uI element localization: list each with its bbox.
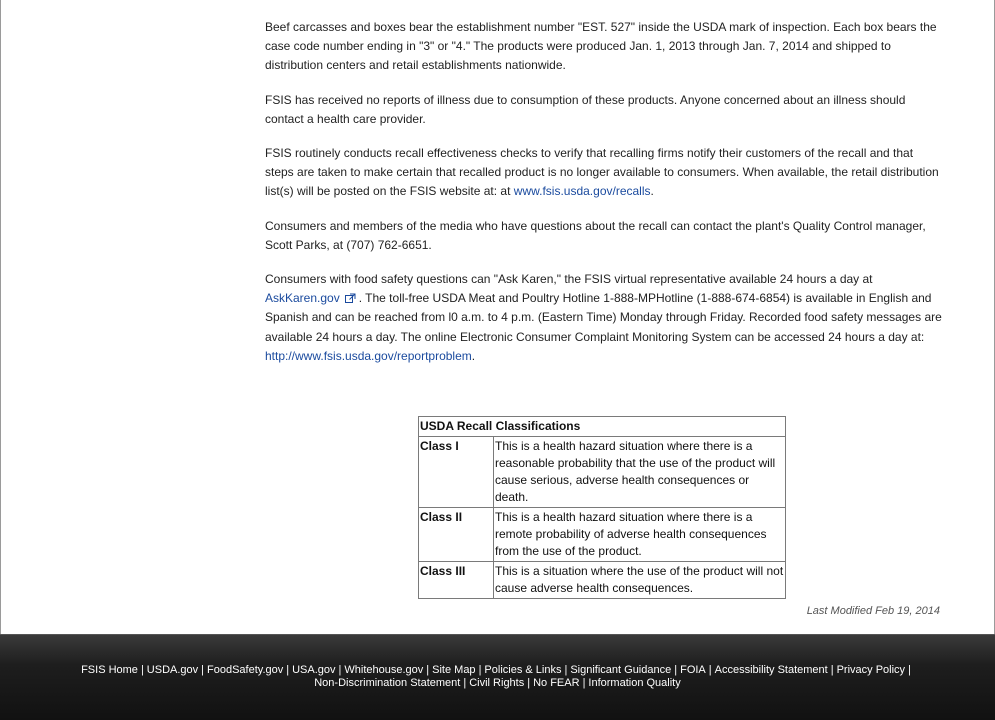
paragraph-text: . The toll-free USDA Meat and Poultry Hotline 1-888-MPHotline (1-888-674-6854) is available in English and Spanish and can be reached from l0 a.m. to 4 p.m. (Eastern Time) Monday through Friday. Recorded food safety messages are available 24 hours a day. The online Electronic Consumer Complaint Monitoring System can be accessed 24 hours a day at: (265, 291, 942, 344)
paragraph-text-end: . (471, 348, 476, 363)
table-row (419, 437, 786, 508)
table-row (419, 562, 786, 599)
footer-link-policies[interactable]: Policies & Links (484, 664, 562, 676)
external-link-icon (345, 293, 356, 303)
footer-link-guidance[interactable]: Significant Guidance (570, 664, 672, 676)
report-problem-link[interactable]: http://www.fsis.usda.gov/reportproblem (265, 348, 472, 363)
table-row (419, 508, 786, 562)
footer-link-accessibility[interactable]: Accessibility Statement (714, 664, 828, 676)
class-label: Class I (419, 437, 494, 508)
footer-link-usa-gov[interactable]: USA.gov (292, 664, 336, 676)
paragraph-effectiveness-checks (265, 144, 945, 202)
class-description: This is a health hazard situation where there is a reasonable probability that the use of the product will cause serious, adverse health consequences or death. (494, 437, 786, 508)
paragraph-text: FSIS routinely conducts recall effectiveness checks to verify that recalling firms notify their customers of the recall and that steps are taken to make certain that recalled product is no longer available to consumers. When available, the retail distribution list(s) will be posted on the FSIS website at: at (265, 146, 939, 199)
table-header: USDA Recall Classifications (419, 417, 786, 437)
paragraph-text-end: . (650, 184, 654, 199)
footer-separator: | (674, 664, 678, 676)
recall-classifications-table (418, 416, 786, 599)
footer-link-civil-rights[interactable]: Civil Rights (469, 676, 525, 689)
askkaren-link[interactable]: AskKaren.gov (265, 291, 340, 306)
class-label: Class II (419, 508, 494, 562)
class-description: This is a situation where the use of the product will not cause adverse health consequences. (494, 562, 786, 599)
footer-link-non-discrimination[interactable]: Non-Discrimination Statement (314, 676, 461, 689)
footer-separator: | (286, 664, 290, 676)
recalls-link[interactable]: www.fsis.usda.gov/recalls (513, 184, 651, 199)
site-footer (0, 634, 995, 720)
paragraph-ask-karen (265, 270, 945, 366)
paragraph-no-illness: FSIS has received no reports of illness due to consumption of these products. Anyone concerned about an illness should contact a health care provider. (265, 92, 906, 126)
footer-separator: | (338, 664, 342, 676)
footer-link-foodsafety[interactable]: FoodSafety.gov (207, 664, 284, 676)
footer-link-usda[interactable]: USDA.gov (146, 664, 199, 676)
footer-separator: | (564, 664, 568, 676)
paragraph-contact: Consumers and members of the media who have questions about the recall can contact the plant's Quality Control manager, Scott Parks, at (707) 762-6651. (265, 218, 926, 252)
footer-separator: | (908, 664, 911, 676)
paragraph-text: Consumers with food safety questions can "Ask Karen," the FSIS virtual representative available 24 hours a day at (265, 272, 873, 287)
footer-separator: | (463, 676, 467, 689)
footer-link-site-map[interactable]: Site Map (432, 664, 476, 676)
table-header-row (419, 417, 786, 437)
footer-links-line-2 (0, 677, 995, 690)
footer-separator: | (426, 664, 430, 676)
class-description: This is a health hazard situation where there is a remote probability of adverse health consequences from the use of the product. (494, 508, 786, 562)
footer-separator: | (708, 664, 712, 676)
class-label: Class III (419, 562, 494, 599)
footer-separator: | (140, 664, 144, 676)
footer-link-information-quality[interactable]: Information Quality (588, 676, 681, 689)
paragraph-product-marks: Beef carcasses and boxes bear the establishment number "EST. 527" inside the USDA mark of inspection. Each box bears the case code number ending in "3" or "4." The products were produced Jan. 1, 2013 through Jan. 7, 2014 and shipped to distribution centers and retail establishments nationwide. (265, 20, 937, 73)
page-border-left (0, 0, 1, 634)
footer-link-whitehouse[interactable]: Whitehouse.gov (344, 664, 424, 676)
footer-link-foia[interactable]: FOIA (680, 664, 706, 676)
footer-separator: | (201, 664, 205, 676)
footer-link-no-fear[interactable]: No FEAR (533, 676, 580, 689)
footer-separator: | (830, 664, 834, 676)
footer-separator: | (582, 676, 586, 689)
footer-link-fsis-home[interactable]: FSIS Home (81, 664, 138, 676)
footer-links (0, 664, 995, 689)
footer-links-line-1 (0, 664, 995, 677)
last-modified-date: Last Modified Feb 19, 2014 (806, 605, 940, 617)
footer-separator: | (527, 676, 531, 689)
footer-separator: | (478, 664, 482, 676)
recall-article-body (265, 18, 945, 381)
footer-link-privacy[interactable]: Privacy Policy (836, 664, 906, 676)
